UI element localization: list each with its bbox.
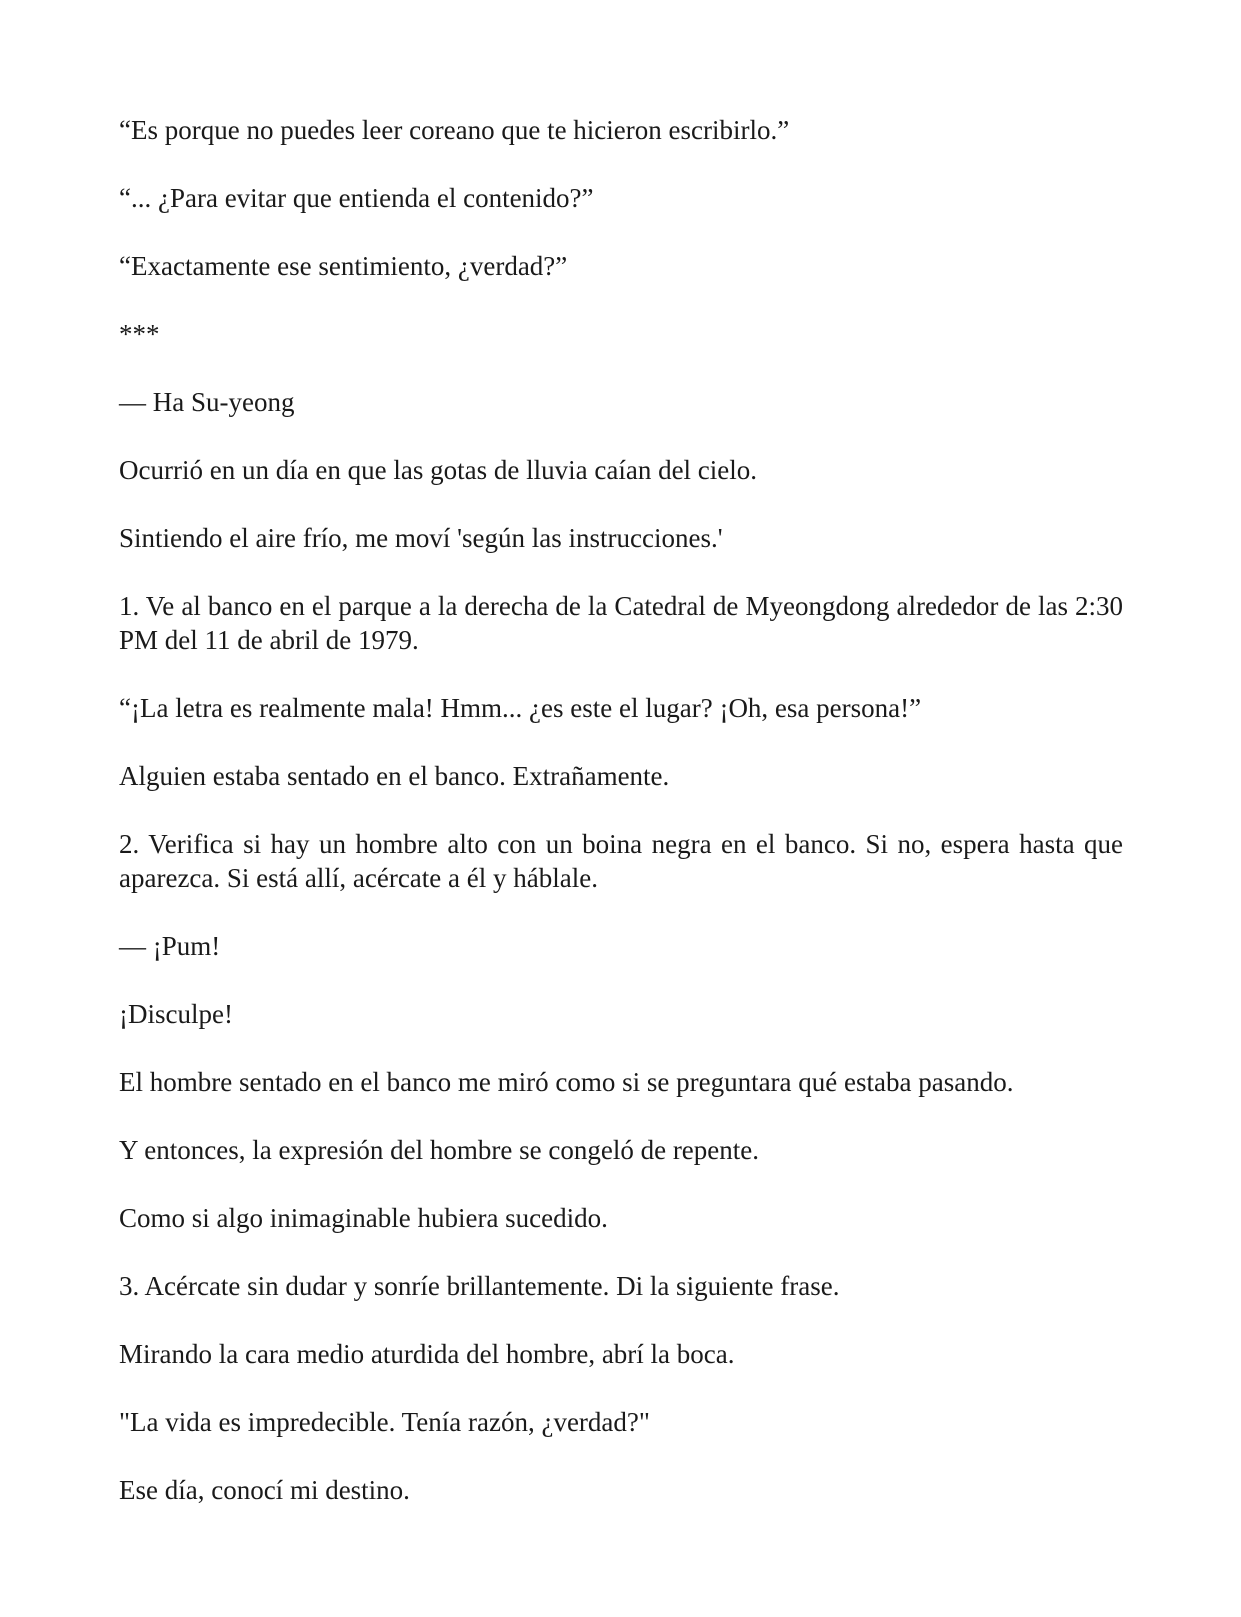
paragraph: Alguien estaba sentado en el banco. Extrañamente.	[119, 761, 670, 791]
document-body	[119, 113, 1123, 1541]
paragraph: “Exactamente ese sentimiento, ¿verdad?”	[119, 251, 568, 281]
paragraph: Como si algo inimaginable hubiera sucedido.	[119, 1203, 608, 1233]
paragraph: “... ¿Para evitar que entienda el contenido?”	[119, 183, 594, 213]
instruction-paragraph: 2. Verifica si hay un hombre alto con un boina negra en el banco. Si no, espera hasta que aparezca. Si está allí, acércate a él y háblale.	[119, 829, 1123, 893]
paragraph: Y entonces, la expresión del hombre se congeló de repente.	[119, 1135, 760, 1165]
instruction-paragraph: 1. Ve al banco en el parque a la derecha de la Catedral de Myeongdong alrededor de las 2:30 PM del 11 de abril de 1979.	[119, 591, 1123, 655]
paragraph: “¡La letra es realmente mala! Hmm... ¿es este el lugar? ¡Oh, esa persona!”	[119, 693, 922, 723]
paragraph: “Es porque no puedes leer coreano que te hicieron escribirlo.”	[119, 115, 790, 145]
paragraph: Sintiendo el aire frío, me moví 'según las instrucciones.'	[119, 523, 723, 553]
paragraph: ¡Disculpe!	[119, 999, 233, 1029]
instruction-paragraph: 3. Acércate sin dudar y sonríe brillantemente. Di la siguiente frase.	[119, 1271, 840, 1301]
section-heading: — Ha Su-yeong	[119, 387, 295, 417]
scene-break: ***	[119, 319, 160, 349]
paragraph: Mirando la cara medio aturdida del hombre, abrí la boca.	[119, 1339, 735, 1369]
paragraph: Ocurrió en un día en que las gotas de lluvia caían del cielo.	[119, 455, 758, 485]
paragraph: — ¡Pum!	[119, 931, 221, 961]
paragraph: El hombre sentado en el banco me miró como si se preguntara qué estaba pasando.	[119, 1067, 1014, 1097]
paragraph: Ese día, conocí mi destino.	[119, 1475, 410, 1505]
paragraph: "La vida es impredecible. Tenía razón, ¿verdad?"	[119, 1407, 650, 1437]
